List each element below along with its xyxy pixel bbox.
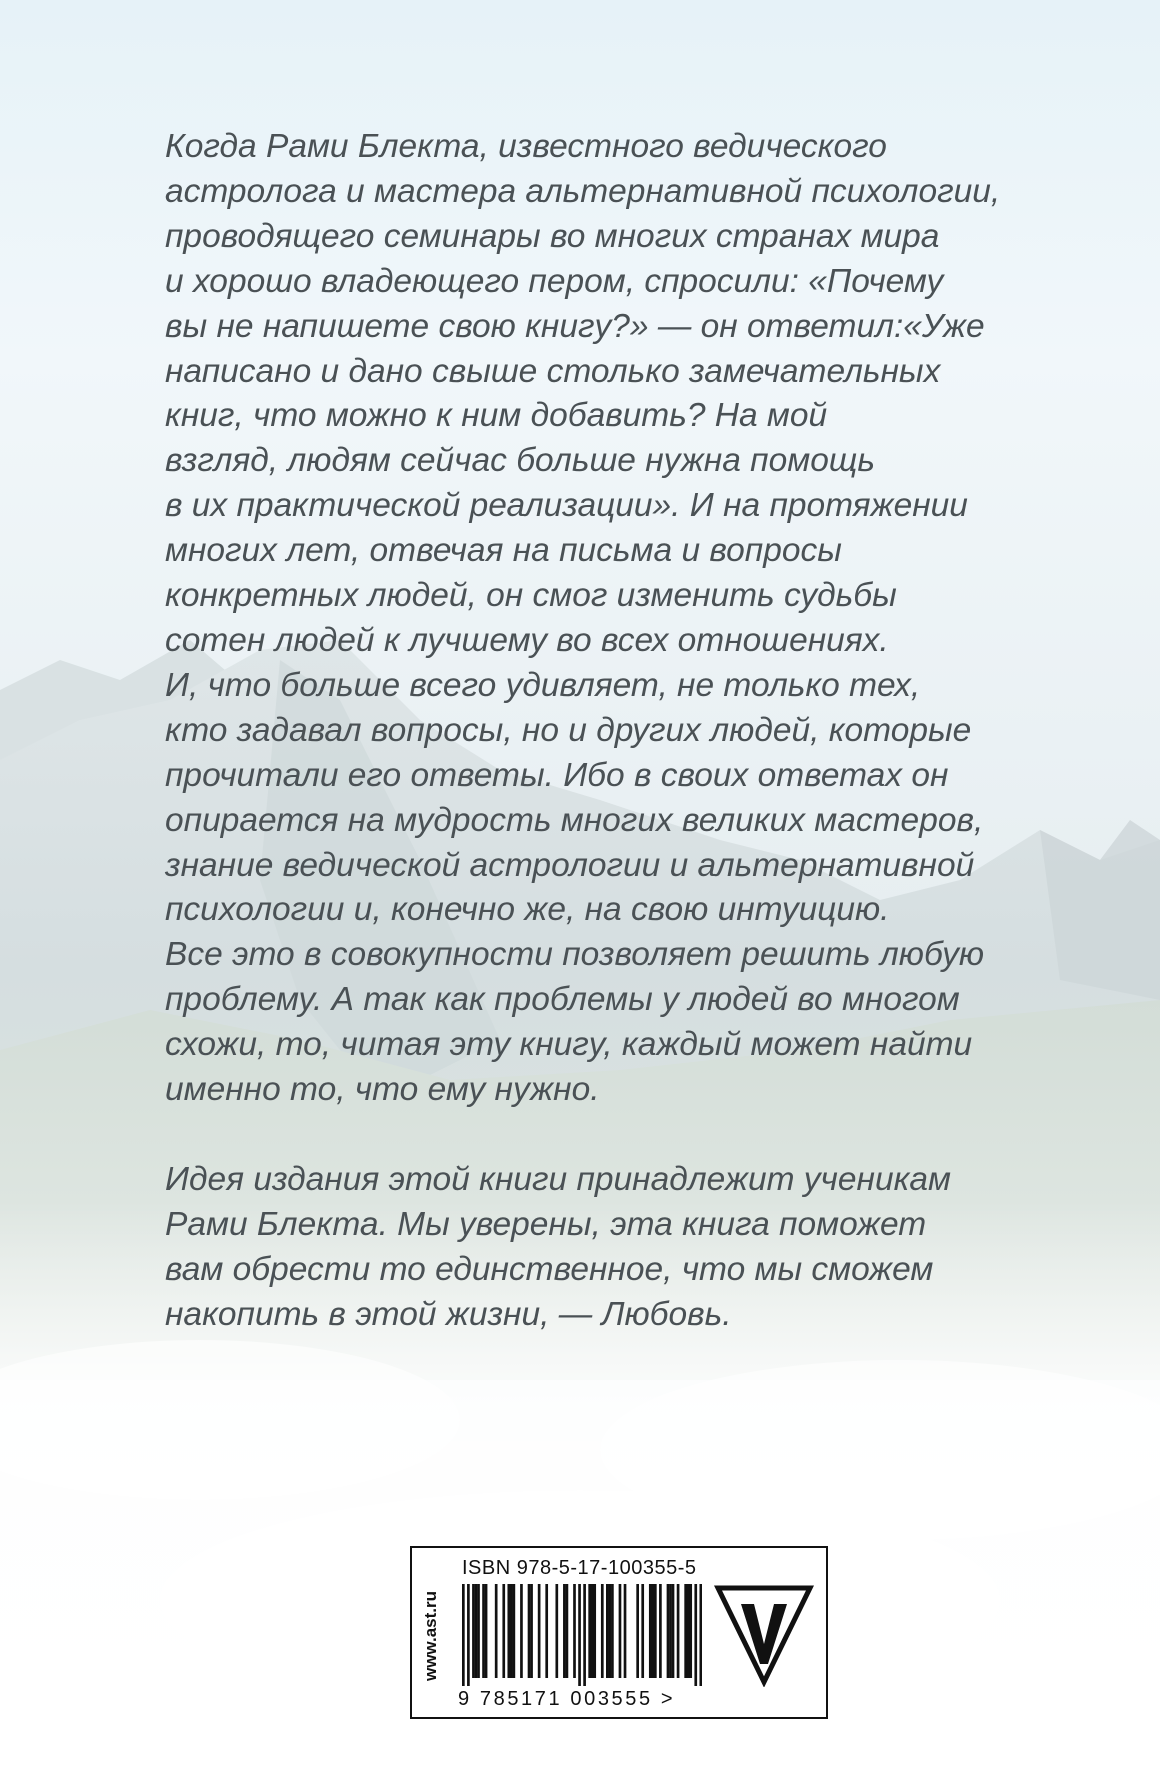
text-line: Идея издания этой книги принадлежит ученикам [165, 1160, 951, 1198]
barcode [462, 1584, 702, 1686]
text-line: Все это в совокупности позволяет решить любую [165, 936, 985, 974]
barcode-bar [601, 1584, 604, 1678]
text-line: психологии и, конечно же, на свою интуицию. [165, 891, 890, 929]
barcode-digits: 9 785171 003555 > [458, 1688, 676, 1710]
barcode-bar [538, 1584, 541, 1678]
barcode-bar [677, 1584, 680, 1678]
barcode-bar [649, 1584, 652, 1678]
barcode-bar [588, 1584, 591, 1678]
barcode-bar [573, 1584, 576, 1678]
barcode-bar [472, 1584, 475, 1678]
text-line: прочитали его ответы. Ибо в своих ответах он [165, 756, 949, 794]
barcode-bar [593, 1584, 596, 1678]
text-line: конкретных людей, он смог изменить судьбы [165, 577, 897, 615]
barcode-bar [672, 1584, 675, 1678]
barcode-bar [495, 1584, 498, 1678]
text-line: взгляд, людям сейчас больше нужна помощь [165, 442, 875, 480]
barcode-bar [687, 1584, 690, 1678]
barcode-bar [520, 1584, 523, 1678]
barcode-bar [477, 1584, 480, 1678]
barcode-bar [619, 1584, 622, 1678]
barcode-bar [563, 1584, 566, 1678]
barcode-bar [609, 1584, 612, 1678]
barcode-bar [684, 1584, 687, 1678]
text-line: написано и дано свыше столько замечательных [165, 352, 941, 390]
text-line: многих лет, отвечая на письма и вопросы [165, 532, 842, 570]
annotation-text [165, 125, 1125, 1338]
annotation-paragraph-1 [165, 125, 1125, 1113]
barcode-bar [530, 1584, 533, 1678]
barcode-bar [624, 1584, 627, 1678]
barcode-bar [583, 1584, 586, 1686]
text-line: именно то, что ему нужно. [165, 1071, 600, 1109]
barcode-bar [659, 1584, 662, 1678]
barcode-bar [467, 1584, 470, 1686]
barcode-bar [482, 1584, 485, 1678]
barcode-bar [591, 1584, 594, 1678]
barcode-bar [566, 1584, 569, 1678]
text-line: накопить в этой жизни, — Любовь. [165, 1295, 732, 1333]
triangle-v-mark-icon [714, 1582, 814, 1687]
barcode-bar [654, 1584, 657, 1678]
barcode-bar [636, 1584, 639, 1678]
barcode-bar [507, 1584, 510, 1678]
text-line: проблему. А так как проблемы у людей во многом [165, 981, 960, 1019]
barcode-bar [694, 1584, 697, 1686]
text-line: вам обрести то единственное, что мы сможем [165, 1250, 934, 1288]
barcode-bar [606, 1584, 609, 1678]
text-line: опирается на мудрость многих великих мастеров, [165, 801, 984, 839]
barcode-bar [510, 1584, 513, 1678]
text-line: сотен людей к лучшему во всех отношениях. [165, 621, 889, 659]
barcode-bar [462, 1584, 465, 1686]
text-line: Рами Блекта. Мы уверены, эта книга поможет [165, 1205, 927, 1243]
text-line: схожи, то, читая эту книгу, каждый может найти [165, 1026, 973, 1064]
text-line: знание ведической астрологии и альтернативной [165, 846, 975, 884]
text-line: и хорошо владеющего пером, спросили: «Почему [165, 262, 944, 300]
barcode-bar [485, 1584, 488, 1678]
barcode-bar [689, 1584, 692, 1678]
annotation-paragraph-2 [165, 1158, 1125, 1338]
isbn-barcode-box [410, 1546, 828, 1719]
text-line: вы не напишете свою книгу?» — он ответил:«Уже [165, 307, 985, 345]
barcode-bar [555, 1584, 558, 1678]
barcode-bar [528, 1584, 531, 1678]
barcode-bar [502, 1584, 505, 1678]
barcode-bar [667, 1584, 670, 1678]
barcode-bar [611, 1584, 614, 1678]
barcode-bar [545, 1584, 548, 1678]
text-line: И, что больше всего удивляет, не только тех, [165, 666, 921, 704]
barcode-bar [651, 1584, 654, 1678]
text-line: проводящего семинары во многих странах мира [165, 217, 940, 255]
text-line: книг, что можно к ним добавить? На мой [165, 397, 828, 435]
barcode-bar [513, 1584, 516, 1678]
barcode-bar [669, 1584, 672, 1678]
text-line: Когда Рами Блекта, известного ведического [165, 128, 887, 165]
publisher-website: www.ast.ru [421, 1590, 440, 1682]
isbn-number: ISBN 978-5-17-100355-5 [462, 1557, 697, 1579]
barcode-bar [578, 1584, 581, 1686]
text-line: кто задавал вопросы, но и других людей, которые [165, 711, 972, 749]
text-line: астролога и мастера альтернативной психологии, [165, 172, 1001, 210]
barcode-bar [475, 1584, 478, 1678]
barcode-bar [641, 1584, 644, 1678]
barcode-bar [699, 1584, 702, 1686]
text-line: в их практической реализации». И на протяжении [165, 487, 968, 525]
